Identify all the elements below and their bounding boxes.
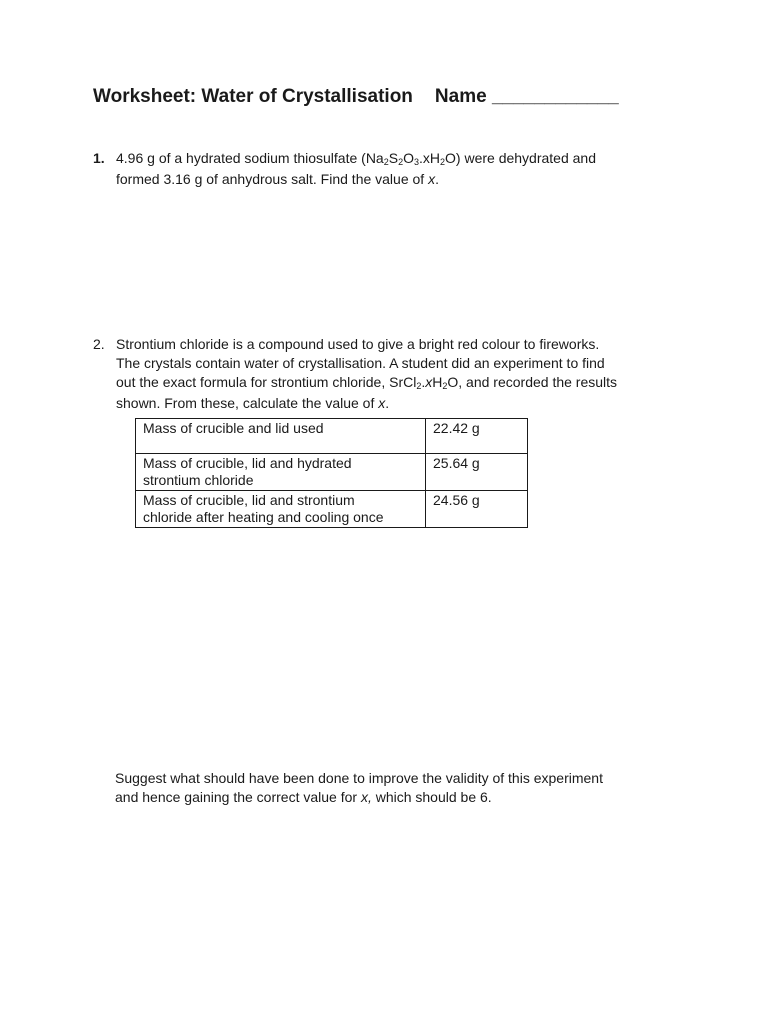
table-cell-value: 24.56 g bbox=[426, 491, 528, 528]
question-1-text bbox=[116, 149, 596, 189]
name-blank-field[interactable]: ____________ bbox=[491, 86, 619, 107]
table-row bbox=[136, 419, 528, 454]
question-2-line-3: out the exact formula for strontium chloride, $SrCl_2.xH_2O$, and recorded the results bbox=[116, 374, 618, 391]
question-3-line-2: and hence gaining the correct value for x, which should be 6. bbox=[115, 789, 492, 805]
title-text: Worksheet: Water of Crystallisation bbox=[93, 86, 413, 107]
worksheet-title bbox=[93, 86, 619, 108]
question-2-text bbox=[116, 335, 617, 413]
question-3-line-1: Suggest what should have been done to improve the validity of this experiment bbox=[115, 770, 603, 786]
question-2 bbox=[93, 335, 693, 415]
question-2-line-4: shown. From these, calculate the value of x. bbox=[116, 395, 390, 411]
table-row bbox=[136, 454, 528, 491]
table-cell-label: Mass of crucible, lid and hydrated strontium chloride bbox=[136, 454, 426, 491]
question-2-line-2: The crystals contain water of crystallisation. A student did an experiment to find bbox=[116, 355, 605, 371]
table-cell-value: 22.42 g bbox=[426, 419, 528, 454]
question-1-line-1: 4.96 g of a hydrated sodium thiosulfate $(Na_2S_2O_3.xH_2O)$ were dehydrated and bbox=[116, 150, 596, 167]
question-3 bbox=[115, 769, 603, 807]
question-2-line-1: Strontium chloride is a compound used to give a bright red colour to fireworks. bbox=[116, 336, 600, 352]
question-1-line-2: formed 3.16 g of anhydrous salt. Find the value of x. bbox=[116, 171, 439, 187]
question-1-number: 1. bbox=[93, 150, 105, 166]
question-2-number: 2. bbox=[93, 336, 105, 352]
table-row bbox=[136, 491, 528, 528]
table-cell-label: Mass of crucible, lid and strontium chloride after heating and cooling once bbox=[136, 491, 426, 528]
table-cell-value: 25.64 g bbox=[426, 454, 528, 491]
table-cell-label: Mass of crucible and lid used bbox=[136, 419, 426, 454]
name-label: Name bbox=[434, 86, 487, 107]
question-1 bbox=[93, 149, 693, 189]
results-table bbox=[135, 418, 528, 528]
